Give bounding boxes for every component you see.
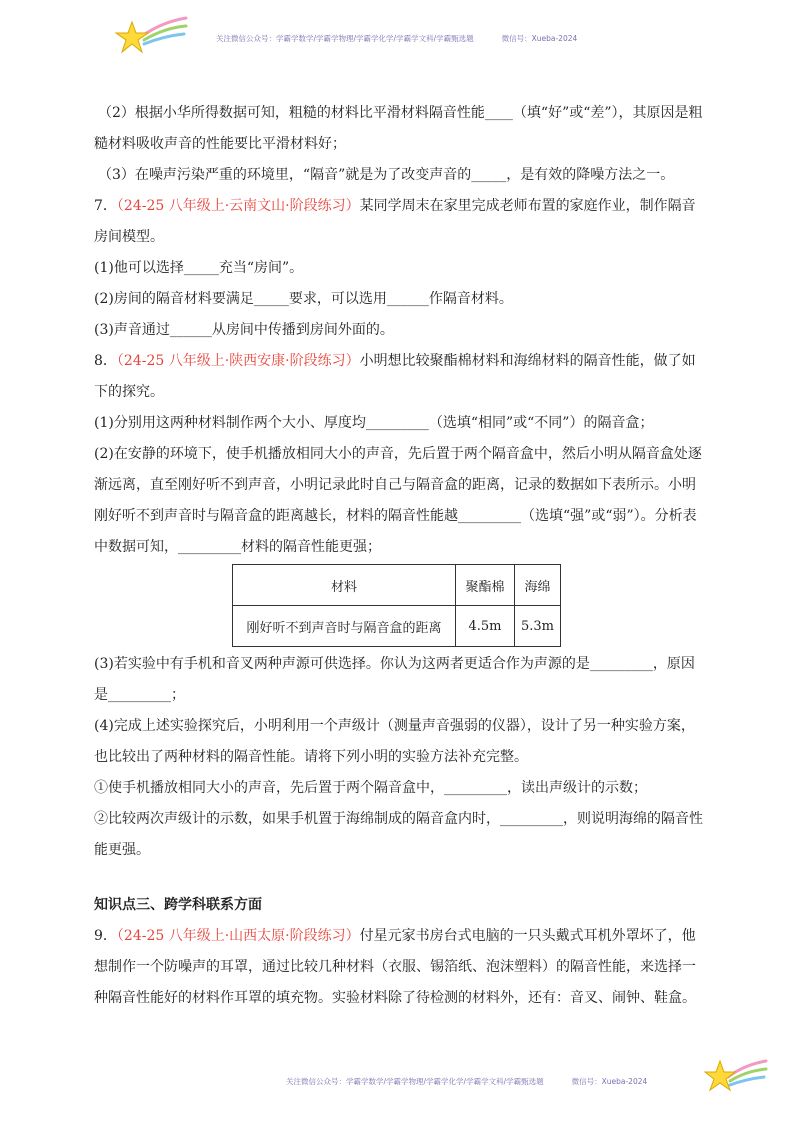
q8-number: 8． — [94, 353, 117, 369]
table-cell-label: 刚好听不到声音时与隔音盒的距离 — [233, 606, 456, 647]
q9-stem-line3: 种隔音性能好的材料作耳罩的填充物。实验材料除了待检测的材料外，还有：音叉、闹钟、鞋盒。 — [94, 990, 696, 1006]
star-logo-icon — [114, 14, 188, 62]
q7-sub2: (2)房间的隔音材料要满足_____要求，可以选用______作隔音材料。 — [94, 291, 513, 307]
footer-accounts: 关注微信公众号：学霸学数学/学霸学物理/学霸学化学/学霸学文科/学霸甄选题 — [286, 1077, 544, 1086]
q8-sub2-line4: 中数据可知，_________材料的隔音性能更强； — [94, 539, 381, 555]
q8-step2-line2: 能更强。 — [94, 842, 150, 858]
q7-stem-line2: 房间模型。 — [94, 229, 164, 245]
q6-part2-line2: 糙材料吸收声音的性能要比平滑材料好； — [94, 136, 346, 152]
q8-sub3-line2: 是_________； — [94, 687, 185, 703]
q8-sub2-line3: 刚好听不到声音时与隔音盒的距离越长，材料的隔音性能越_________（选填“强”或“弱”）。分析表 — [94, 508, 697, 524]
q8-sub2-line1: (2)在安静的环境下，使手机播放相同大小的声音，先后置于两个隔音盒中，然后小明从隔音盒处逐 — [94, 446, 702, 462]
q8-sub3-line1: (3)若实验中有手机和音叉两种声源可供选择。你认为这两者更适合作为声源的是_________，原因 — [94, 656, 695, 672]
q9-stem-line2: 想制作一个防噪声的耳罩，通过比较几种材料（衣服、锡箔纸、泡沫塑料）的隔音性能，来选择一 — [94, 959, 696, 975]
q9-stem-text: 付星元家书房台式电脑的一只头戴式耳机外罩坏了，他 — [359, 928, 696, 944]
table-header-sponge: 海绵 — [515, 565, 561, 606]
table-header-material: 材料 — [233, 565, 456, 606]
table-cell-polyester: 4.5m — [456, 606, 515, 647]
q7-stem-text: 某同学周末在家里完成老师布置的家庭作业，制作隔音 — [359, 198, 696, 214]
q8-stem-line1 — [94, 346, 698, 377]
star-logo-icon — [704, 1055, 768, 1099]
header-accounts: 关注微信公众号：学霸学数学/学霸学物理/学霸学化学/学霸学文科/学霸甄选题 — [216, 34, 474, 43]
table-header-row — [233, 565, 561, 606]
q8-sub1: (1)分别用这两种材料制作两个大小、厚度均_________（选填“相同”或“不同”）的隔音盒； — [94, 415, 654, 431]
q8-sub2-line2: 渐远离，直至刚好听不到声音，小明记录此时自己与隔音盒的距离，记录的数据如下表所示。小明 — [94, 477, 696, 493]
q7-sub1: (1)他可以选择_____充当“房间”。 — [94, 260, 304, 276]
q7-source: （24-25 八年级上·云南文山·阶段练习） — [116, 198, 360, 214]
header-wechat: 微信号：Xueba-2024 — [501, 34, 578, 43]
table-header-polyester: 聚酯棉 — [456, 565, 515, 606]
data-table — [232, 564, 561, 647]
q8-stem-line2: 下的探究。 — [94, 384, 164, 400]
header-text — [216, 33, 577, 44]
q7-stem-line1 — [94, 191, 698, 222]
q6-part2-line1: （2）根据小华所得数据可知，粗糙的材料比平滑材料隔音性能____（填“好”或“差”），其原因是粗 — [98, 105, 703, 121]
q8-stem-text: 小明想比较聚酯棉材料和海绵材料的隔音性能，做了如 — [359, 353, 696, 369]
document-body — [94, 98, 703, 1014]
q9-stem-line1 — [94, 921, 698, 952]
q8-sub4-line2: 也比较出了两种材料的隔音性能。请将下列小明的实验方法补充完整。 — [94, 749, 528, 765]
footer-wechat: 微信号：Xueba-2024 — [571, 1077, 648, 1086]
q7-sub3: (3)声音通过______从房间中传播到房间外面的。 — [94, 322, 394, 338]
footer-text — [286, 1076, 647, 1087]
q9-number: 9． — [94, 928, 117, 944]
table-cell-sponge: 5.3m — [515, 606, 561, 647]
page-header — [0, 0, 794, 80]
q8-step2-line1: ②比较两次声级计的示数，如果手机置于海绵制成的隔音盒内时，_________，则说明海绵的隔音性 — [94, 811, 703, 827]
q9-source: （24-25 八年级上·山西太原·阶段练习） — [116, 928, 360, 944]
q6-part3: （3）在噪声污染严重的环境里，“隔音”就是为了改变声音的_____，是有效的降噪方法之一。 — [98, 167, 675, 183]
q7-number: 7． — [94, 198, 117, 214]
table-row — [233, 606, 561, 647]
q8-sub4-line1: (4)完成上述实验探究后，小明利用一个声级计（测量声音强弱的仪器），设计了另一种实验方案， — [94, 718, 695, 734]
section-heading: 知识点三、跨学科联系方面 — [94, 897, 262, 913]
q8-step1: ①使手机播放相同大小的声音，先后置于两个隔音盒中，_________，读出声级计的示数； — [94, 780, 647, 796]
q8-source: （24-25 八年级上·陕西安康·阶段练习） — [116, 353, 360, 369]
